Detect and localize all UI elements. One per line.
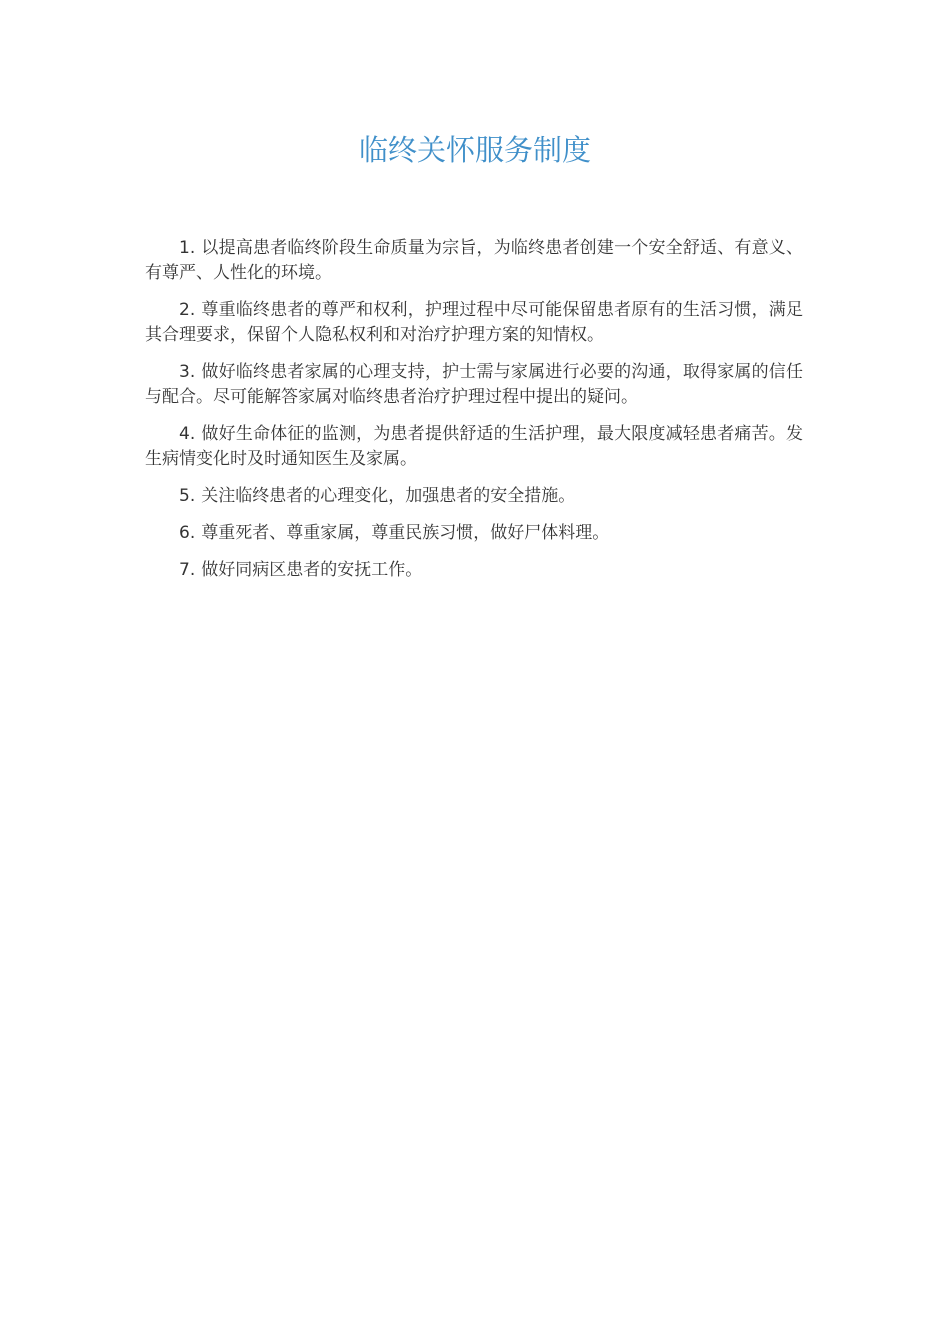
item-number: 1. (179, 238, 196, 258)
item-number: 2. (179, 300, 196, 320)
item-number: 3. (179, 362, 196, 382)
list-item (145, 298, 803, 348)
item-text: 尊重死者、尊重家属，尊重民族习惯，做好尸体料理。 (201, 523, 610, 543)
document-body (145, 236, 803, 595)
item-number: 5. (179, 486, 196, 506)
list-item (145, 360, 803, 410)
item-number: 4. (179, 424, 196, 444)
item-text: 做好同病区患者的安抚工作。 (201, 560, 423, 580)
item-number: 6. (179, 523, 196, 543)
list-item (145, 484, 803, 509)
item-text: 以提高患者临终阶段生命质量为宗旨，为临终患者创建一个安全舒适、有意义、有尊严、人性化的环境。 (145, 238, 803, 283)
list-item (145, 422, 803, 472)
document-title: 临终关怀服务制度 (358, 133, 591, 167)
item-number: 7. (179, 560, 196, 580)
list-item (145, 236, 803, 286)
list-item (145, 558, 803, 583)
item-text: 关注临终患者的心理变化，加强患者的安全措施。 (201, 486, 576, 506)
item-text: 尊重临终患者的尊严和权利，护理过程中尽可能保留患者原有的生活习惯，满足其合理要求，保留个人隐私权利和对治疗护理方案的知情权。 (145, 300, 803, 345)
list-item (145, 521, 803, 546)
item-text: 做好生命体征的监测，为患者提供舒适的生活护理，最大限度减轻患者痛苦。发生病情变化时及时通知医生及家属。 (145, 424, 803, 469)
item-text: 做好临终患者家属的心理支持，护士需与家属进行必要的沟通，取得家属的信任与配合。尽可能解答家属对临终患者治疗护理过程中提出的疑问。 (145, 362, 803, 407)
